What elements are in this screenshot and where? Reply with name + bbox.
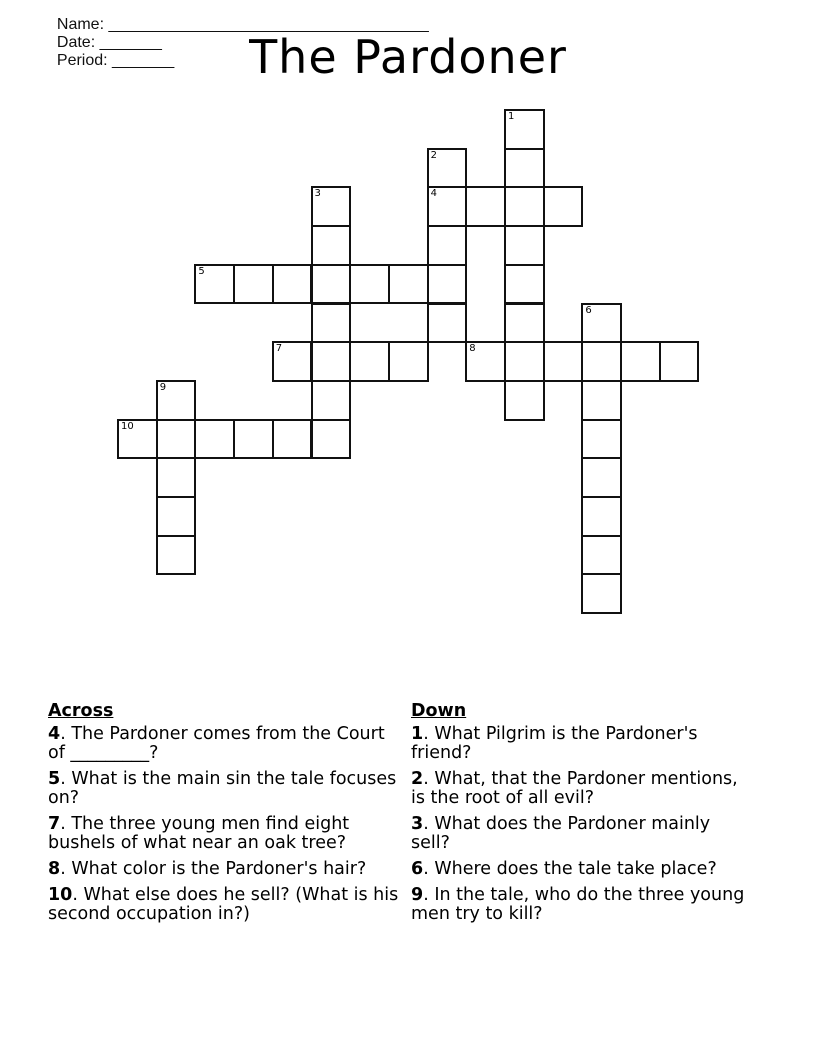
crossword-cell[interactable] — [156, 457, 197, 498]
clue-number-label: 6 — [585, 304, 592, 316]
clue-text: . What color is the Pardoner's hair? — [60, 859, 367, 879]
down-clues — [411, 702, 751, 931]
clue-down-2 — [411, 770, 751, 808]
across-heading: Across — [48, 701, 114, 721]
crossword-cell[interactable] — [581, 573, 622, 614]
clue-number: 5 — [48, 769, 61, 789]
crossword-cell[interactable] — [427, 186, 468, 227]
crossword-cell[interactable] — [349, 341, 390, 382]
crossword-cell[interactable] — [233, 264, 274, 305]
date-field-label: Date: _______ — [56, 34, 162, 51]
crossword-cell[interactable] — [620, 341, 661, 382]
crossword-cell[interactable] — [659, 341, 700, 382]
crossword-cell[interactable] — [465, 186, 506, 227]
clue-across-4 — [48, 725, 403, 763]
crossword-cell[interactable] — [272, 264, 313, 305]
crossword-cell[interactable] — [504, 341, 545, 382]
clue-across-8 — [48, 860, 403, 879]
crossword-cell[interactable] — [543, 186, 584, 227]
crossword-cell[interactable] — [581, 419, 622, 460]
crossword-cell[interactable] — [156, 419, 197, 460]
clue-number: 2 — [411, 769, 424, 789]
crossword-cell[interactable] — [427, 303, 468, 344]
clue-number: 9 — [411, 885, 424, 905]
clue-text: . What, that the Pardoner mentions, is the root of all evil? — [411, 769, 738, 808]
clue-text: . What Pilgrim is the Pardoner's friend? — [411, 724, 698, 763]
clue-down-3 — [411, 815, 751, 853]
crossword-cell[interactable] — [349, 264, 390, 305]
clue-text: . What is the main sin the tale focuses on? — [48, 769, 397, 808]
crossword-cell[interactable] — [581, 457, 622, 498]
clue-number-label: 10 — [121, 420, 134, 432]
crossword-cell[interactable] — [194, 264, 235, 305]
crossword-cell[interactable] — [504, 186, 545, 227]
period-field-label: Period: _______ — [56, 52, 175, 69]
crossword-cell[interactable] — [156, 380, 197, 421]
clue-number-label: 4 — [430, 188, 437, 200]
crossword-cell[interactable] — [156, 496, 197, 537]
name-field-label: Name: ____________________________________ — [56, 16, 429, 33]
down-heading: Down — [411, 701, 467, 721]
crossword-cell[interactable] — [272, 341, 313, 382]
clue-text: . The three young men find eight bushels of what near an oak tree? — [48, 814, 350, 853]
clue-across-7 — [48, 815, 403, 853]
clue-number: 10 — [48, 885, 73, 905]
clue-number: 6 — [411, 859, 424, 879]
clue-number: 4 — [48, 724, 61, 744]
crossword-cell[interactable] — [427, 225, 468, 266]
crossword-cell[interactable] — [388, 264, 429, 305]
crossword-cell[interactable] — [311, 186, 352, 227]
crossword-cell[interactable] — [581, 535, 622, 576]
clue-down-9 — [411, 886, 751, 924]
clue-down-6 — [411, 860, 751, 879]
clue-across-5 — [48, 770, 403, 808]
clue-number-label: 7 — [275, 343, 283, 355]
crossword-cell[interactable] — [194, 419, 235, 460]
crossword-cell[interactable] — [311, 341, 352, 382]
crossword-cell[interactable] — [233, 419, 274, 460]
crossword-cell[interactable] — [311, 380, 352, 421]
crossword-cell[interactable] — [581, 496, 622, 537]
crossword-cell[interactable] — [311, 225, 352, 266]
crossword-cell[interactable] — [581, 341, 622, 382]
crossword-cell[interactable] — [504, 303, 545, 344]
clue-number: 3 — [411, 814, 424, 834]
crossword-cell[interactable] — [311, 419, 352, 460]
clue-text: . The Pardoner comes from the Court of _________? — [48, 724, 385, 763]
crossword-cell[interactable] — [504, 264, 545, 305]
crossword-cell[interactable] — [581, 303, 622, 344]
across-clues — [48, 702, 403, 931]
crossword-cell[interactable] — [543, 341, 584, 382]
crossword-cell[interactable] — [272, 419, 313, 460]
crossword-cell[interactable] — [427, 148, 468, 189]
clue-number-label: 1 — [508, 111, 515, 122]
crossword-grid — [118, 110, 718, 630]
clue-text: . What does the Pardoner mainly sell? — [411, 814, 711, 853]
across-clue-list — [48, 725, 403, 924]
crossword-cell[interactable] — [388, 341, 429, 382]
crossword-cell[interactable] — [117, 419, 158, 460]
crossword-cell[interactable] — [427, 264, 468, 305]
crossword-cell[interactable] — [504, 109, 545, 150]
crossword-cell[interactable] — [504, 148, 545, 189]
clue-number-label: 3 — [314, 188, 321, 200]
clue-text: . In the tale, who do the three young men try to kill? — [411, 885, 745, 924]
page-title: The Pardoner — [249, 30, 567, 84]
clue-across-10 — [48, 886, 403, 924]
clue-number-label: 8 — [469, 343, 476, 355]
clue-number-label: 9 — [159, 381, 167, 393]
crossword-cell[interactable] — [581, 380, 622, 421]
crossword-cell[interactable] — [504, 225, 545, 266]
crossword-cell[interactable] — [311, 264, 352, 305]
clue-number: 8 — [48, 859, 61, 879]
clue-down-1 — [411, 725, 751, 763]
clue-number-label: 2 — [430, 149, 437, 161]
crossword-cell[interactable] — [156, 535, 197, 576]
crossword-cell[interactable] — [504, 380, 545, 421]
crossword-cell[interactable] — [465, 341, 506, 382]
clue-text: . What else does he sell? (What is his second occupation in?) — [48, 885, 399, 924]
clue-text: . Where does the tale take place? — [423, 859, 717, 879]
clue-number-label: 5 — [198, 265, 205, 277]
clue-number: 1 — [411, 724, 424, 744]
down-clue-list — [411, 725, 751, 924]
crossword-cell[interactable] — [311, 303, 352, 344]
clue-number: 7 — [48, 814, 61, 834]
